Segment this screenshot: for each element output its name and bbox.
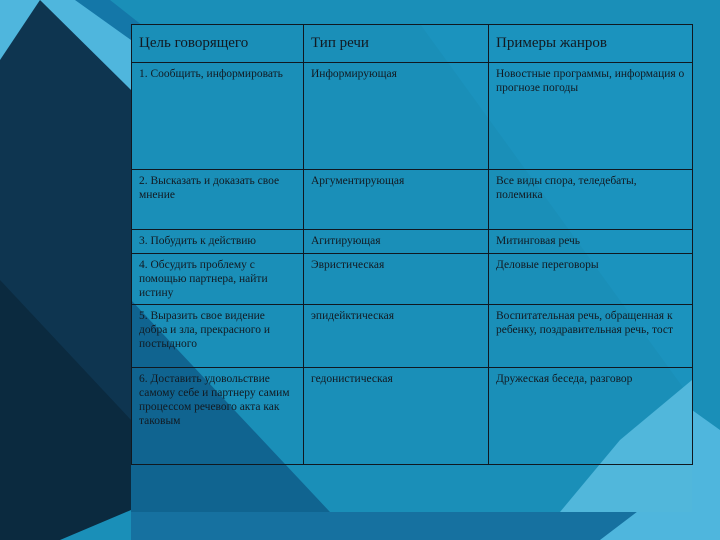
table-row [132,305,693,368]
header-speech-type: Тип речи [304,25,489,63]
table-row [132,170,693,230]
cell-goal: 4. Обсудить проблему с помощью партнера, найти истину [132,254,304,305]
cell-type: Информирующая [304,63,489,170]
cell-examples: Митинговая речь [489,230,693,254]
cell-type: гедонистическая [304,368,489,465]
cell-type: Аргументирующая [304,170,489,230]
cell-goal: 1. Сообщить, информировать [132,63,304,170]
cell-examples: Новостные программы, информация о прогнозе погоды [489,63,693,170]
cell-type: Эвристическая [304,254,489,305]
speech-types-table [131,24,693,465]
cell-examples: Деловые переговоры [489,254,693,305]
header-genre-examples: Примеры жанров [489,25,693,63]
table-row [132,63,693,170]
cell-examples: Дружеская беседа, разговор [489,368,693,465]
cell-goal: 5. Выразить свое видение добра и зла, прекрасного и постыдного [132,305,304,368]
cell-examples: Все виды спора, теледебаты, полемика [489,170,693,230]
cell-goal: 3. Побудить к действию [132,230,304,254]
table-row [132,254,693,305]
cell-examples: Воспитательная речь, обращенная к ребенку, поздравительная речь, тост [489,305,693,368]
cell-type: Агитирующая [304,230,489,254]
header-speaker-goal: Цель говорящего [132,25,304,63]
cell-type: эпидейктическая [304,305,489,368]
cell-goal: 2. Высказать и доказать свое мнение [132,170,304,230]
table-header-row [132,25,693,63]
right-edge-strip [692,0,720,420]
table-row [132,368,693,465]
table-row [132,230,693,254]
cell-goal: 6. Доставить удовольствие самому себе и партнеру самим процессом речевого акта как таковым [132,368,304,465]
